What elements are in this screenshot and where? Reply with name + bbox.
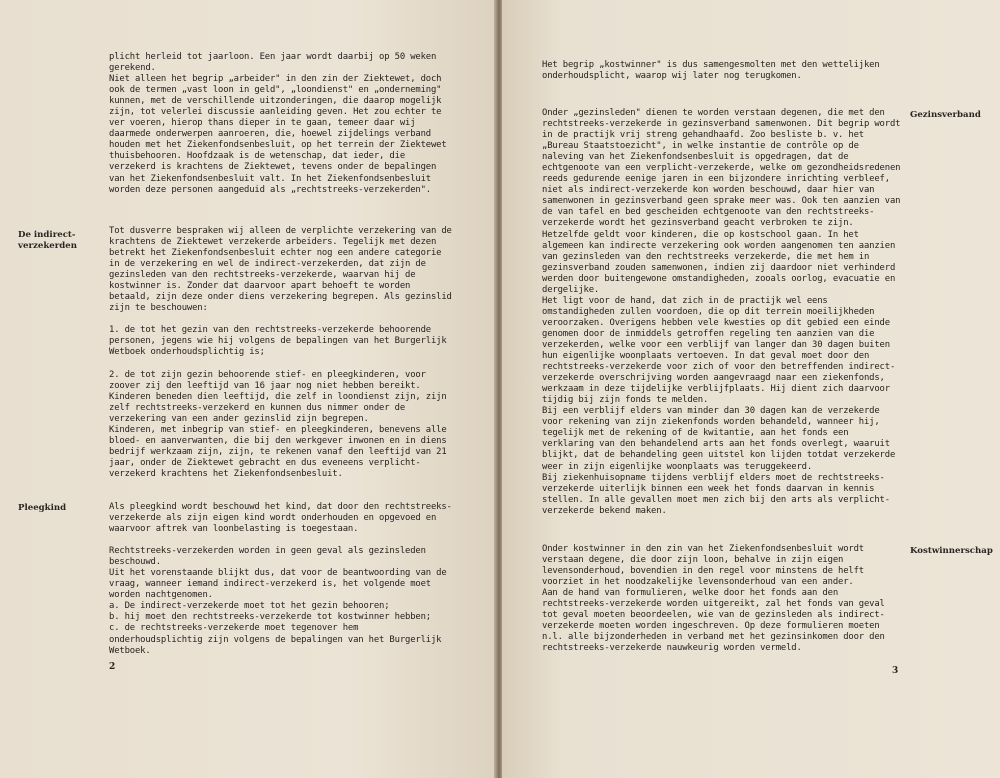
- list-item: b. hij moet den rechtstreeks-verzekerde tot kostwinner hebben;: [109, 612, 431, 623]
- paragraph: Het begrip „kostwinner" is dus samengesmolten met den wettelijken onderhoudsplicht, waarop wij later nog terugkomen.: [542, 60, 880, 82]
- paragraph: plicht herleid tot jaarloon. Een jaar wordt daarbij op 50 weken gerekend.: [109, 52, 437, 74]
- list-item: 1. de tot het gezin van den rechtstreeks-verzekerde behoorende personen, jegens wie hij volgens de bepalingen van het Burgerlijk Wetboek onderhoudsplichtig is;: [109, 325, 447, 358]
- left-text-block-1: [109, 52, 455, 196]
- paragraph: Het ligt voor de hand, dat zich in de practijk wel eens omstandigheden zullen voordoen, die op dit terrein moeilijkheden veroorzaken. Overigens hebben vele kwesties op dit gebied een einde genomen door de inmiddels getroffen regeling ten aanzien van die verzekerden, welke voor een verblijf van langer dan 30 dagen buiten hun eigenlijke woonplaats vertoeven. In dat geval moet door den rechtstreeks-verzekerde voor zich of voor den betreffenden indirect-verzekerde overschrijving worden aangevraagd naar een ziekenfonds, werkzaam in deze tijdelijke verblijfplaats. Hij dient zich daarvoor tijdig bij zijn fonds te melden.: [542, 295, 896, 406]
- paragraph: Bij ziekenhuisopname tijdens verblijf elders moet de rechtstreeks-verzekerde uiterlijk binnen een week het fonds daarvan in kennis stellen. In alle gevallen moet men zich bij den arts als verplicht-verzekerde bekend maken.: [542, 472, 890, 516]
- paragraph: Uit het vorenstaande blijkt dus, dat voor de beantwoording van de vraag, wanneer iemand indirect-verzekerd is, het volgende moet worden nachtgenomen.: [109, 568, 447, 601]
- list-item: c. de rechtstreeks-verzekerde moet tegenover hem onderhoudsplichtig zijn volgens de bepalingen van het Burgerlijk Wetboek.: [109, 623, 442, 656]
- margin-heading-indirect-verzekerden: De indirect-verzekerden: [18, 230, 78, 251]
- right-page: [502, 0, 1000, 778]
- paragraph: Tot dusverre bespraken wij alleen de verplichte verzekering van de krachtens de Ziektewet verzekerde arbeiders. Tegelijk met dezen betrekt het Ziekenfondsenbesluit echter nog een andere categorie in de verzekering en wel de indirect-verzekerden, dat zijn de gezinsleden van den rechtstreeks-verzekerde, waarvan hij de kostwinner is. Zonder dat daarvoor apart behoeft te worden betaald, zijn deze onder diens verzekering begrepen. Als gezinslid zijn te beschouwen:: [109, 226, 452, 314]
- left-page: [0, 0, 497, 778]
- paragraph: Onder „gezinsleden" dienen te worden verstaan degenen, die met den rechtstreeks-verzekerde in gezinsverband samenwonen. Dit begrip wordt in de practijk vrij streng gehandhaafd. Zoo besliste b. v. het „Bureau Staatstoezicht", in welke instantie de contrôle op de naleving van het Ziekenfondsenbesluit is opgedragen, dat de echtgenoote van een verplicht-verzekerde, welke om gezondheidsredenen reeds gedurende eenige jaren in een bijzondere inrichting verbleef, niet als indirect-verzekerde kon worden beschouwd, daar hier van samenwonen in gezinsverband geen sprake meer was. Ook ten aanzien van de van tafel en bed gescheiden echtgenoote van den rechtstreeks-verzekerde wordt het gezinsverband geacht verbroken te zijn. Hetzelfde geldt voor kinderen, die op kostschool gaan. In het algemeen kan indirecte verzekering ook worden aangenomen ten aanzien van gezinsleden van den rechtstreeks verzekerde, die met hem in gezinsverband zouden samenwonen, indien zij daardoor niet verhinderd werden door buitengewone omstandigheden, zooals oorlog, evacuatie en dergelijke.: [542, 108, 901, 295]
- right-text-block-3: [542, 544, 902, 654]
- list-item: a. De indirect-verzekerde moet tot het gezin behooren;: [109, 601, 390, 612]
- list-item: 2. de tot zijn gezin behoorende stief- en pleegkinderen, voor zoover zij den leeftijd van 16 jaar nog niet hebben bereikt. Kinderen beneden dien leeftijd, die zelf in loondienst zijn, zijn zelf rechtstreeks-verzekerd en kunnen dus nimmer onder de verzekering van een ander gezinslid zijn begrepen.: [109, 369, 447, 424]
- paragraph: Als pleegkind wordt beschouwd het kind, dat door den rechtstreeks-verzekerde als zijn eigen kind wordt onderhouden en opgevoed en waarvoor aftrek van loonbelasting is toegestaan.: [109, 502, 452, 535]
- page-number-left: 2: [109, 662, 116, 672]
- page-number-right: 3: [892, 666, 899, 676]
- paragraph: Bij een verblijf elders van minder dan 30 dagen kan de verzekerde voor rekening van zijn ziekenfonds worden behandeld, wanneer hij, tegelijk met de rekening of de kwitantie, aan het fonds een verklaring van den behandelend arts aan het fonds overlegt, waaruit blijkt, dat de behandeling geen uitstel kon lijden totdat verzekerde weer in zijn eigenlijke woonplaats was teruggekeerd.: [542, 406, 896, 472]
- margin-heading-pleegkind: Pleegkind: [18, 503, 67, 513]
- paragraph: Onder kostwinner in den zin van het Ziekenfondsenbesluit wordt verstaan degene, die door zijn loon, behalve in zijn eigen levensonderhoud, bovendien in den regel voor minstens de helft voorziet in het noodzakelijke levensonderhoud van een ander.: [542, 544, 864, 588]
- paragraph: Niet alleen het begrip „arbeider" in den zin der Ziektewet, doch ook de termen „vast loon in geld", „loondienst" en „onderneming" kunnen, met de verschillende uitzonderingen, die daarop mogelijk zijn, tot velerlei discussie aanleiding geven. Het zou echter te ver voeren, hierop thans dieper in te gaan, temeer daar wij daarmede onderwerpen aanroeren, die, hoewel zijdelings verband houden met het Ziekenfondsenbesluit, op het terrein der Ziektewet thuisbehooren. Hoofdzaak is de wetenschap, dat ieder, die verzekerd is krachtens de Ziektewet, tevens onder de bepalingen van het Ziekenfondsenbesluit valt. In het Ziekenfondsenbesluit worden deze personen aangeduid als „rechtstreeks-verzekerden".: [109, 74, 447, 195]
- margin-heading-kostwinnerschap: Kostwinnerschap: [910, 546, 993, 556]
- paragraph: Kinderen, met inbegrip van stief- en pleegkinderen, benevens alle bloed- en aanverwanten, die bij den werkgever inwonen en in diens bedrijf werkzaam zijn, zijn, te rekenen vanaf den leeftijd van 21 jaar, onder de Ziektewet gebracht en dus eveneens verplicht-verzekerd krachtens het Ziekenfondsenbesluit.: [109, 424, 447, 479]
- right-text-block-1: [542, 60, 902, 82]
- margin-heading-gezinsverband: Gezinsverband: [910, 110, 981, 120]
- paragraph: Rechtstreeks-verzekerden worden in geen geval als gezinsleden beschouwd.: [109, 546, 426, 568]
- paragraph: Aan de hand van formulieren, welke door het fonds aan den rechtstreeks-verzekerde worden uitgereikt, zal het fonds van geval tot geval moeten beoordeelen, wie van de gezinsleden als indirect-verzekerde moeten worden ingeschreven. Op deze formulieren moeten n.l. alle bijzonderheden in verband met het gezinsinkomen door den rechtstreeks-verzekerde nauwkeurig worden vermeld.: [542, 588, 885, 654]
- right-text-block-2: [542, 108, 902, 517]
- left-text-block-3: [109, 502, 455, 657]
- left-text-block-2: [109, 226, 455, 480]
